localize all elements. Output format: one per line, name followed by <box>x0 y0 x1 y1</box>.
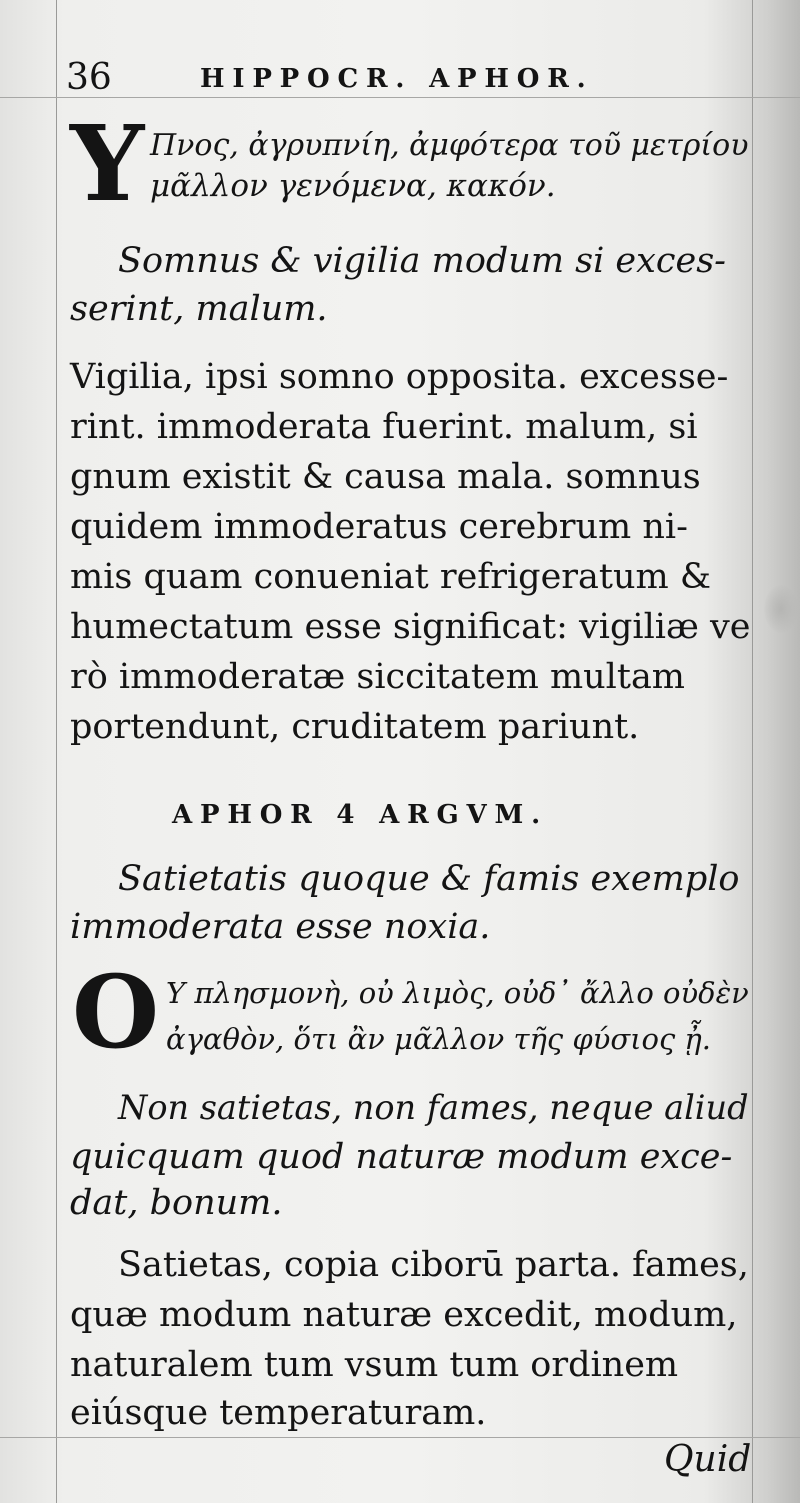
aphorism-heading: APHOR 4 ARGVM. <box>172 800 548 830</box>
left-margin-rule <box>56 0 57 1503</box>
argument-line: immoderata esse noxia. <box>70 907 491 947</box>
running-title: HIPPOCR. APHOR. <box>200 64 594 94</box>
commentary-line: humectatum esse significat: vigiliæ ve <box>70 607 751 647</box>
commentary-line: eiúsque temperaturam. <box>70 1393 487 1433</box>
commentary-line: rò immoderatæ siccitatem multam <box>70 657 685 697</box>
latin-translation-line: Non satietas, non fames, neque aliud <box>118 1088 749 1127</box>
right-margin-rule <box>752 0 753 1503</box>
commentary-line: mis quam conueniat refrigeratum & <box>70 557 711 597</box>
greek-text-line: Υ πλησμονὴ, οὐ λιμὸς, οὐδ᾽ ἄλλο οὐδὲν <box>166 976 749 1010</box>
commentary-line: quæ modum naturæ excedit, modum, <box>70 1295 738 1335</box>
latin-translation-line: quicquam quod naturæ modum exce- <box>70 1137 733 1177</box>
greek-text-line: μᾶλλον γενόμενα, κακόν. <box>150 168 556 204</box>
paper-stain <box>764 585 798 633</box>
header-rule <box>0 97 800 98</box>
page-number: 36 <box>66 57 112 98</box>
latin-translation-line: serint, malum. <box>70 289 328 329</box>
commentary-line: Satietas, copia ciborū parta. fames, <box>118 1245 749 1285</box>
commentary-line: naturalem tum vsum tum ordinem <box>70 1345 679 1385</box>
latin-translation-line: dat, bonum. <box>70 1183 283 1223</box>
commentary-line: Vigilia, ipsi somno opposita. excesse- <box>70 357 729 397</box>
latin-translation-line: Somnus & vigilia modum si exces- <box>118 241 726 281</box>
commentary-line: portendunt, cruditatem pariunt. <box>70 707 640 747</box>
commentary-line: gnum existit & causa mala. somnus <box>70 457 701 497</box>
catchword: Quid <box>664 1439 752 1480</box>
greek-text-line: Πνος, ἀγρυπνίη, ἀμφότερα τοῦ μετρίου <box>150 128 749 163</box>
argument-line: Satietatis quoque & famis exemplo <box>118 859 740 899</box>
commentary-line: quidem immoderatus cerebrum ni- <box>70 507 688 547</box>
greek-drop-cap: O <box>72 953 160 1071</box>
commentary-line: rint. immoderata fuerint. malum, si <box>70 407 698 447</box>
greek-text-line: ἀγαθὸν, ὅτι ἂν μᾶλλον τῆς φύσιος ᾖ. <box>166 1022 711 1056</box>
greek-drop-cap: Υ <box>70 102 145 225</box>
